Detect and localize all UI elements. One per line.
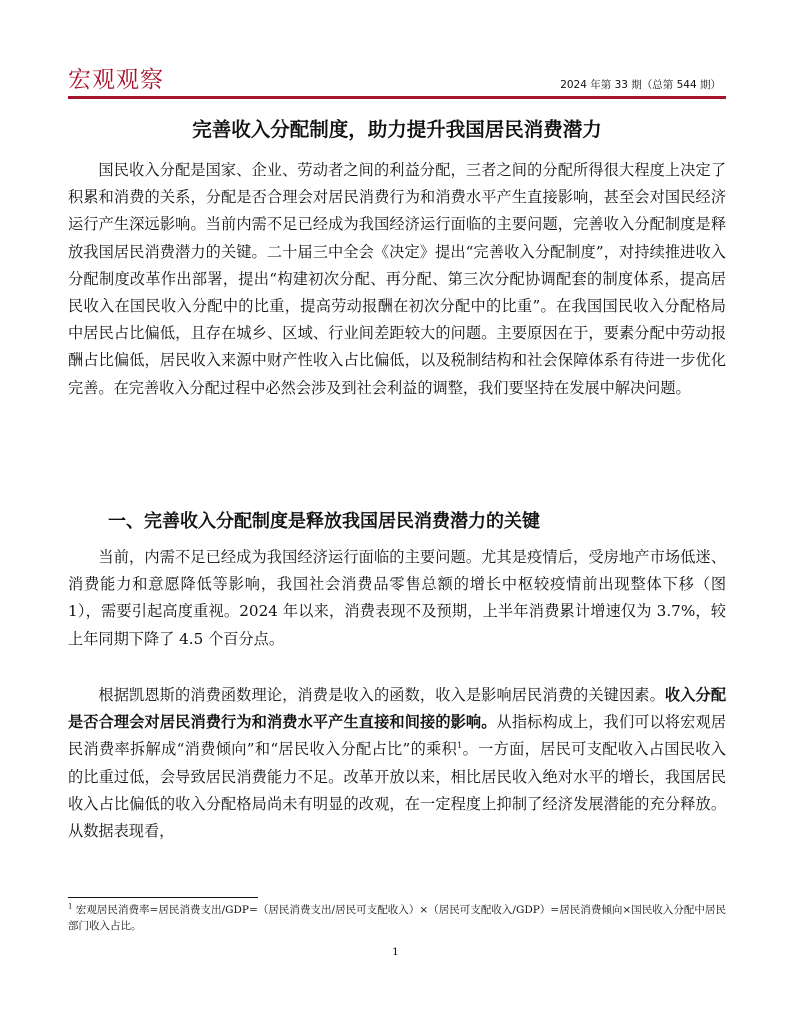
page-number: 1 <box>392 946 399 958</box>
footnote-divider <box>68 897 258 898</box>
header-rule <box>68 96 726 99</box>
publication-brand: 宏观观察 <box>68 67 164 93</box>
issue-number: 2024 年第 33 期（总第 544 期） <box>560 79 721 91</box>
paragraph-text: 根据凯恩斯的消费函数理论，消费是收入的函数，收入是影响居民消费的关键因素。 <box>98 686 665 704</box>
paragraph-text: 。一方面，居民可支配收入占国民收入的比重过低，会导致居民消费能力不足。改革开放以来，相比居民收入绝对水平的增长，我国居民收入占比偏低的收入分配格局尚未有明显的改观，在一定程度上抑制了经济发展潜能的充分释放。从数据表现看， <box>68 740 726 841</box>
body-paragraph: 当前，内需不足已经成为我国经济运行面临的主要问题。尤其是疫情后，受房地产市场低迷、消费能力和意愿降低等影响，我国社会消费品零售总额的增长中枢较疫情前出现整体下移（图 1），需要引起高度重视。2024 年以来，消费表现不及预期，上半年消费累计增速仅为 3.7%，较上年同期下降了 4.5 个百分点。 <box>68 548 726 648</box>
emphasis-text: 收入分配是否合理会对居民消费行为和消费水平产生直接和间接的影响。 <box>68 686 727 732</box>
footnote-text: 宏观居民消费率=居民消费支出/GDP=（居民消费支出/居民可支配收入）×（居民可支配收入/GDP）=居民消费倾向×国民收入分配中居民部门收入占比。 <box>68 904 726 932</box>
footnote-reference[interactable]: 1 <box>457 741 463 751</box>
section-heading: 一、完善收入分配制度是释放我国居民消费潜力的关键 <box>108 511 540 532</box>
footnote <box>68 902 726 934</box>
footnote-mark: 1 <box>68 902 73 911</box>
paragraph-text: 从指标构成上，我们可以将宏观居民消费率拆解成“消费倾向”和“居民收入分配占比”的乘积 <box>68 713 727 759</box>
article-title: 完善收入分配制度，助力提升我国居民消费潜力 <box>192 118 602 141</box>
body-paragraph <box>68 682 726 845</box>
intro-paragraph: 国民收入分配是国家、企业、劳动者之间的利益分配，三者之间的分配所得很大程度上决定了积累和消费的关系，分配是否合理会对居民消费行为和消费水平产生直接影响，甚至会对国民经济运行产生深远影响。当前内需不足已经成为我国经济运行面临的主要问题，完善收入分配制度是释放我国居民消费潜力的关键。二十届三中全会《决定》提出“完善收入分配制度”，对持续推进收入分配制度改革作出部署，提出“构建初次分配、再分配、第三次分配协调配套的制度体系，提高居民收入在国民收入分配中的比重，提高劳动报酬在初次分配中的比重”。在我国国民收入分配格局中居民占比偏低，且存在城乡、区域、行业间差距较大的问题。主要原因在于，要素分配中劳动报酬占比偏低，居民收入来源中财产性收入占比偏低，以及税制结构和社会保障体系有待进一步优化完善。在完善收入分配过程中必然会涉及到社会利益的调整，我们要坚持在发展中解决问题。 <box>68 161 726 397</box>
